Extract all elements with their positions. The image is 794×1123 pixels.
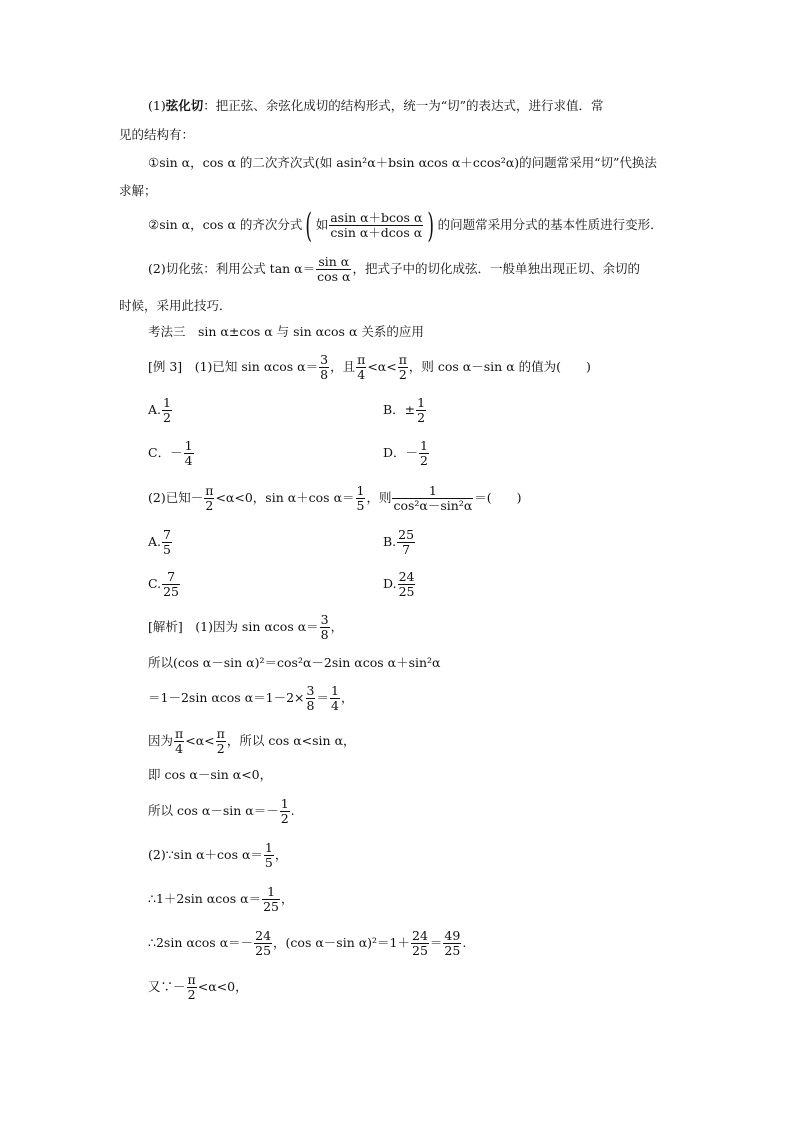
q1-num: 3 [320,351,329,367]
sol-den: 2 [216,741,225,756]
option-label: C. [148,576,162,591]
q2-den: 5 [356,498,365,513]
option-fraction [184,439,194,469]
sol-den: 2 [187,987,196,1002]
q1-lt: <α< [367,359,397,374]
solution-line-10 [148,970,248,1004]
paragraph-1-bold-term: 弦化切 [165,98,204,113]
sol-den: 8 [320,627,329,642]
option-2A [148,525,173,559]
option-label: B. [383,534,397,549]
q2-mid: <α<0，sin α＋cos α＝ [215,490,355,505]
solution-line-4 [148,724,356,758]
paragraph-2-line-1 [148,252,640,286]
option-label: D．－ [383,445,419,460]
sol-den: 8 [306,698,315,713]
sol-l10-post: <α<0， [197,979,248,994]
option-den: 2 [163,410,171,425]
sol-num: 1 [262,885,280,900]
example-3-question-1 [148,350,591,384]
solution-line-3 [148,681,353,715]
sol-num: 24 [255,927,272,943]
q1-fraction [319,353,329,383]
sol-l6-fraction [280,797,290,827]
option-2B [383,525,416,559]
tan-denominator: cos α [317,269,351,284]
sol-l6-post: . [290,803,295,818]
sol-l4-pi4 [174,727,184,757]
sol-den: 25 [412,943,428,958]
q1-pre: (1)已知 sin αcos α＝ [194,359,319,374]
sol-l3-fraction-2 [330,684,340,714]
sol-l3-post: ， [340,690,354,705]
sol-den: 5 [264,855,273,870]
option-label: A. [148,534,162,549]
option-1A [148,393,173,427]
q2-num: 1 [356,482,365,498]
right-paren: ) [427,205,435,246]
sol-l8-fraction [262,885,280,915]
sol-num: 24 [412,927,428,943]
item-1-line-1: ①sin α，cos α 的二次齐次式(如 asin²α＋bsin αcos α＋ccos²α)的问题常采用“切”代换法 [148,155,657,170]
option-fraction [416,396,426,426]
tan-numerator: sin α [316,255,351,270]
option-den: 25 [398,584,415,599]
option-num: 24 [398,568,415,584]
sol-l9-post: . [462,935,467,950]
sol-eq: ＝ [316,690,329,705]
option-1C [148,436,195,470]
sol-l1-post: ， [330,619,344,634]
q1-pi2-den: 2 [398,367,407,382]
q2-post: ＝( ) [474,490,522,505]
sol-l4-pre: 因为 [148,733,174,748]
item-1-line-2: 求解； [119,183,157,198]
sol-lt: <α< [185,733,215,748]
sol-l9-fraction [254,929,272,959]
q2-pre: (2)已知－ [148,490,204,505]
tan-fraction [316,255,351,285]
sol-num: 1 [280,795,289,811]
paragraph-1-text: ：把正弦、余弦化成切的结构形式，统一为“切”的表达式，进行求值．常 [203,98,604,113]
sol-eq: ＝ [429,935,443,950]
sol-l1-pre: [解析] (1)因为 sin αcos α＝ [148,619,319,634]
option-num: 7 [162,570,180,585]
option-den: 2 [420,453,428,468]
option-num: 25 [398,526,415,542]
sol-l9-pre: ∴2sin αcos α＝－ [148,935,254,950]
option-num: 1 [417,394,426,410]
q1-pi4-den: 4 [357,367,366,382]
option-fraction [162,528,172,558]
q2-pi2-den: 2 [205,498,214,513]
q2-then: ，则 [366,490,392,505]
option-label: B．± [383,402,416,417]
sol-num: 1 [264,839,273,855]
sol-den: 25 [255,943,272,958]
paragraph-2-pre: (2)切化弦：利用公式 tan α＝ [148,261,316,276]
option-1B [383,393,427,427]
option-fraction [419,439,429,469]
option-num: 1 [420,437,428,453]
left-paren: ( [305,205,313,246]
q2-target-den: cos²α－sin²α [393,498,473,513]
item-2-fraction [329,211,423,241]
sol-l3-fraction [306,684,316,714]
paragraph-1-line-2: 见的结构有： [119,127,195,142]
option-num: 1 [163,394,171,410]
option-num: 1 [184,437,193,453]
paragraph-1-line-1 [148,98,604,114]
q2-target-fraction [392,484,473,514]
option-label: A. [148,402,162,417]
q1-den: 8 [320,367,329,382]
solution-line-7 [148,838,287,872]
option-2D [383,567,416,601]
q2-target-num: 1 [392,484,473,499]
sol-l9-fraction-3 [443,929,461,959]
paragraph-1-head: (1) [148,98,166,113]
sol-den: 4 [331,698,339,713]
q2-pi2 [204,484,214,514]
sol-den: 25 [444,943,461,958]
solution-line-2: 所以(cos α－sin α)²＝cos²α－2sin αcos α＋sin²α [148,655,441,670]
q1-pi2 [398,353,408,383]
option-den: 2 [417,410,426,425]
item-2-post: 的问题常采用分式的基本性质进行变形． [437,217,663,232]
sol-l10-pre: 又∵－ [148,979,186,994]
option-den: 7 [402,542,411,557]
option-fraction [162,570,180,600]
sol-num: π [175,725,184,741]
sol-den: 25 [263,899,279,914]
solution-line-9 [148,926,466,960]
example-3-question-2 [148,481,522,515]
sol-l10-fraction [187,973,197,1003]
sol-l7-fraction [264,841,274,871]
option-den: 5 [163,542,171,557]
sol-den: 4 [175,741,184,756]
option-2C [148,567,181,601]
paragraph-2-post: ，把式子中的切化成弦．一般单独出现正切、余切的 [352,261,640,276]
sol-l7-pre: (2)∵sin α＋cos α＝ [148,847,263,862]
sol-den: 2 [280,811,289,826]
sol-num: π [216,725,225,741]
option-den: 25 [163,584,179,599]
q1-post: ，则 cos α－sin α 的值为( ) [408,359,591,374]
item-2-ru: 如 [315,217,329,232]
sol-l7-post: ， [274,847,288,862]
sol-l8-pre: ∴1＋2sin αcos α＝ [148,891,262,906]
solution-line-5: 即 cos α－sin α<0， [148,767,273,782]
solution-line-8 [148,882,294,916]
sol-l4-pi2 [216,727,226,757]
q1-mid: ，且 [330,359,356,374]
option-fraction [397,528,415,558]
solution-line-1 [148,610,343,644]
sol-l1-fraction [320,613,330,643]
q1-pi4-num: π [357,351,366,367]
item-2-line [148,205,663,246]
item-2-pre: ②sin α，cos α 的齐次分式 [148,217,303,232]
sol-num: 3 [320,611,329,627]
item-2-denominator: csin α＋dcos α [330,225,423,240]
sol-l9-mid: ，(cos α－sin α)²＝1＋ [273,935,410,950]
q2-fraction [356,484,366,514]
sol-num: 49 [444,927,461,943]
option-label: D. [383,576,397,591]
option-label: C．－ [148,445,183,460]
solution-line-6 [148,794,295,828]
sol-l3-pre: ＝1－2sin αcos α＝1－2× [148,690,305,705]
option-den: 4 [184,453,193,468]
sol-num: 3 [306,682,315,698]
q2-pi2-num: π [205,482,214,498]
sol-num: π [187,971,196,987]
sol-l9-fraction-2 [411,929,429,959]
sol-l6-pre: 所以 cos α－sin α＝－ [148,803,279,818]
paragraph-2-line-2: 时候，采用此技巧． [119,298,232,313]
q1-pi4 [356,353,366,383]
sol-l4-post: ，所以 cos α<sin α， [226,733,356,748]
section-heading: 考法三 sin α±cos α 与 sin αcos α 关系的应用 [148,324,424,339]
q1-pi2-num: π [398,351,407,367]
item-2-numerator: asin α＋bcos α [330,209,423,225]
option-fraction [162,396,172,426]
option-fraction [398,570,416,600]
example-tag: [例 3] [148,359,183,374]
option-num: 7 [163,526,171,542]
option-1D [383,436,430,470]
sol-l8-post: ， [281,891,294,906]
sol-num: 1 [331,682,339,698]
